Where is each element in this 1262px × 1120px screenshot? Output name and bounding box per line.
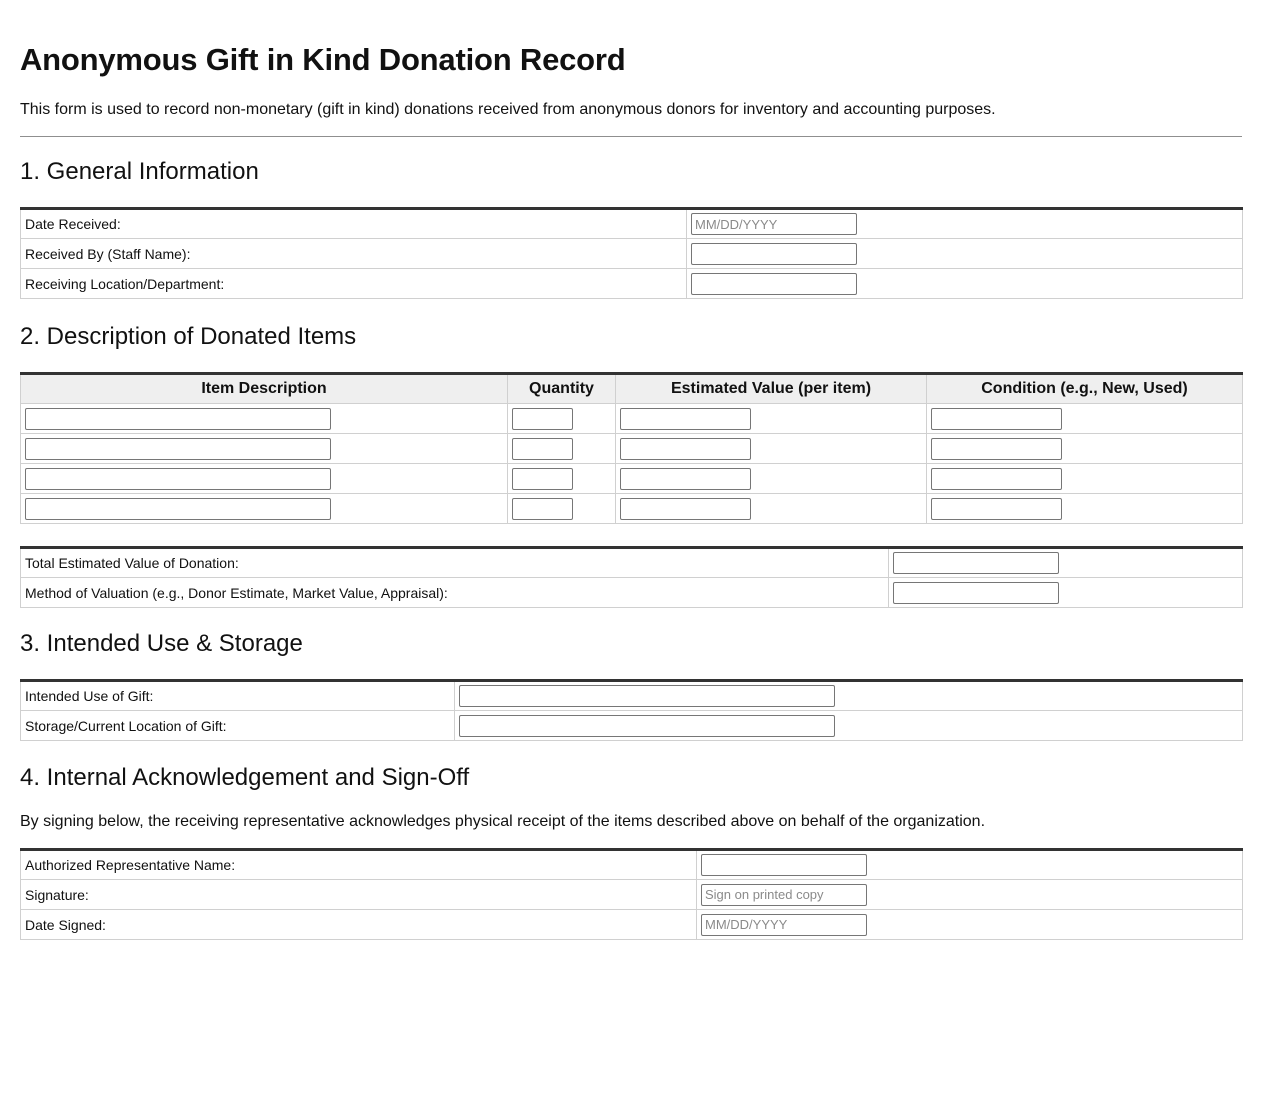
table-row [21, 711, 1243, 741]
total-value-input[interactable] [893, 552, 1059, 574]
table-row [21, 209, 1243, 239]
section-1-heading: 1. General Information [20, 158, 259, 185]
table-row [21, 269, 1243, 299]
quantity-input[interactable] [512, 498, 573, 520]
representative-name-input[interactable] [701, 854, 867, 876]
table-row [21, 494, 1243, 524]
condition-input[interactable] [931, 498, 1062, 520]
table-row [21, 910, 1243, 940]
col-header-estimated-value: Estimated Value (per item) [616, 374, 927, 404]
receiving-location-label: Receiving Location/Department: [21, 269, 687, 299]
table-row [21, 548, 1243, 578]
item-description-input[interactable] [25, 498, 331, 520]
estimated-value-input[interactable] [620, 468, 751, 490]
donated-items-table [20, 372, 1243, 524]
page-title: Anonymous Gift in Kind Donation Record [20, 42, 626, 77]
quantity-input[interactable] [512, 468, 573, 490]
condition-input[interactable] [931, 408, 1062, 430]
table-row [21, 239, 1243, 269]
intended-use-table [20, 679, 1243, 741]
condition-input[interactable] [931, 438, 1062, 460]
date-received-label: Date Received: [21, 209, 687, 239]
intro-text: This form is used to record non-monetary (gift in kind) donations received from anonymous donors for inventory and accounting purposes. [20, 101, 996, 118]
item-description-input[interactable] [25, 468, 331, 490]
sign-off-table [20, 848, 1243, 940]
general-info-table [20, 207, 1243, 299]
date-signed-input[interactable] [701, 914, 867, 936]
section-2-heading: 2. Description of Donated Items [20, 323, 357, 350]
acknowledgement-text: By signing below, the receiving representative acknowledges physical receipt of the items described above on behalf of the organization. [20, 813, 986, 830]
col-header-item-description: Item Description [21, 374, 508, 404]
section-3-heading: 3. Intended Use & Storage [20, 630, 303, 657]
col-header-quantity: Quantity [508, 374, 616, 404]
estimated-value-input[interactable] [620, 438, 751, 460]
storage-location-label: Storage/Current Location of Gift: [21, 711, 455, 741]
date-signed-label: Date Signed: [21, 910, 697, 940]
total-value-label: Total Estimated Value of Donation: [21, 548, 889, 578]
receiving-location-input[interactable] [691, 273, 857, 295]
section-4-heading: 4. Internal Acknowledgement and Sign-Off [20, 764, 470, 791]
table-row [21, 681, 1243, 711]
intended-use-input[interactable] [459, 685, 835, 707]
condition-input[interactable] [931, 468, 1062, 490]
date-received-input[interactable] [691, 213, 857, 235]
table-row [21, 578, 1243, 608]
estimated-value-input[interactable] [620, 498, 751, 520]
table-row [21, 434, 1243, 464]
intended-use-label: Intended Use of Gift: [21, 681, 455, 711]
table-header-row [21, 374, 1243, 404]
valuation-summary-table [20, 546, 1243, 608]
table-row [21, 880, 1243, 910]
estimated-value-input[interactable] [620, 408, 751, 430]
received-by-input[interactable] [691, 243, 857, 265]
item-description-input[interactable] [25, 438, 331, 460]
quantity-input[interactable] [512, 408, 573, 430]
representative-name-label: Authorized Representative Name: [21, 850, 697, 880]
col-header-condition: Condition (e.g., New, Used) [927, 374, 1243, 404]
table-row [21, 404, 1243, 434]
signature-input[interactable] [701, 884, 867, 906]
table-row [21, 464, 1243, 494]
storage-location-input[interactable] [459, 715, 835, 737]
signature-label: Signature: [21, 880, 697, 910]
quantity-input[interactable] [512, 438, 573, 460]
valuation-method-input[interactable] [893, 582, 1059, 604]
valuation-method-label: Method of Valuation (e.g., Donor Estimate, Market Value, Appraisal): [21, 578, 889, 608]
item-description-input[interactable] [25, 408, 331, 430]
received-by-label: Received By (Staff Name): [21, 239, 687, 269]
table-row [21, 850, 1243, 880]
divider [20, 136, 1242, 137]
